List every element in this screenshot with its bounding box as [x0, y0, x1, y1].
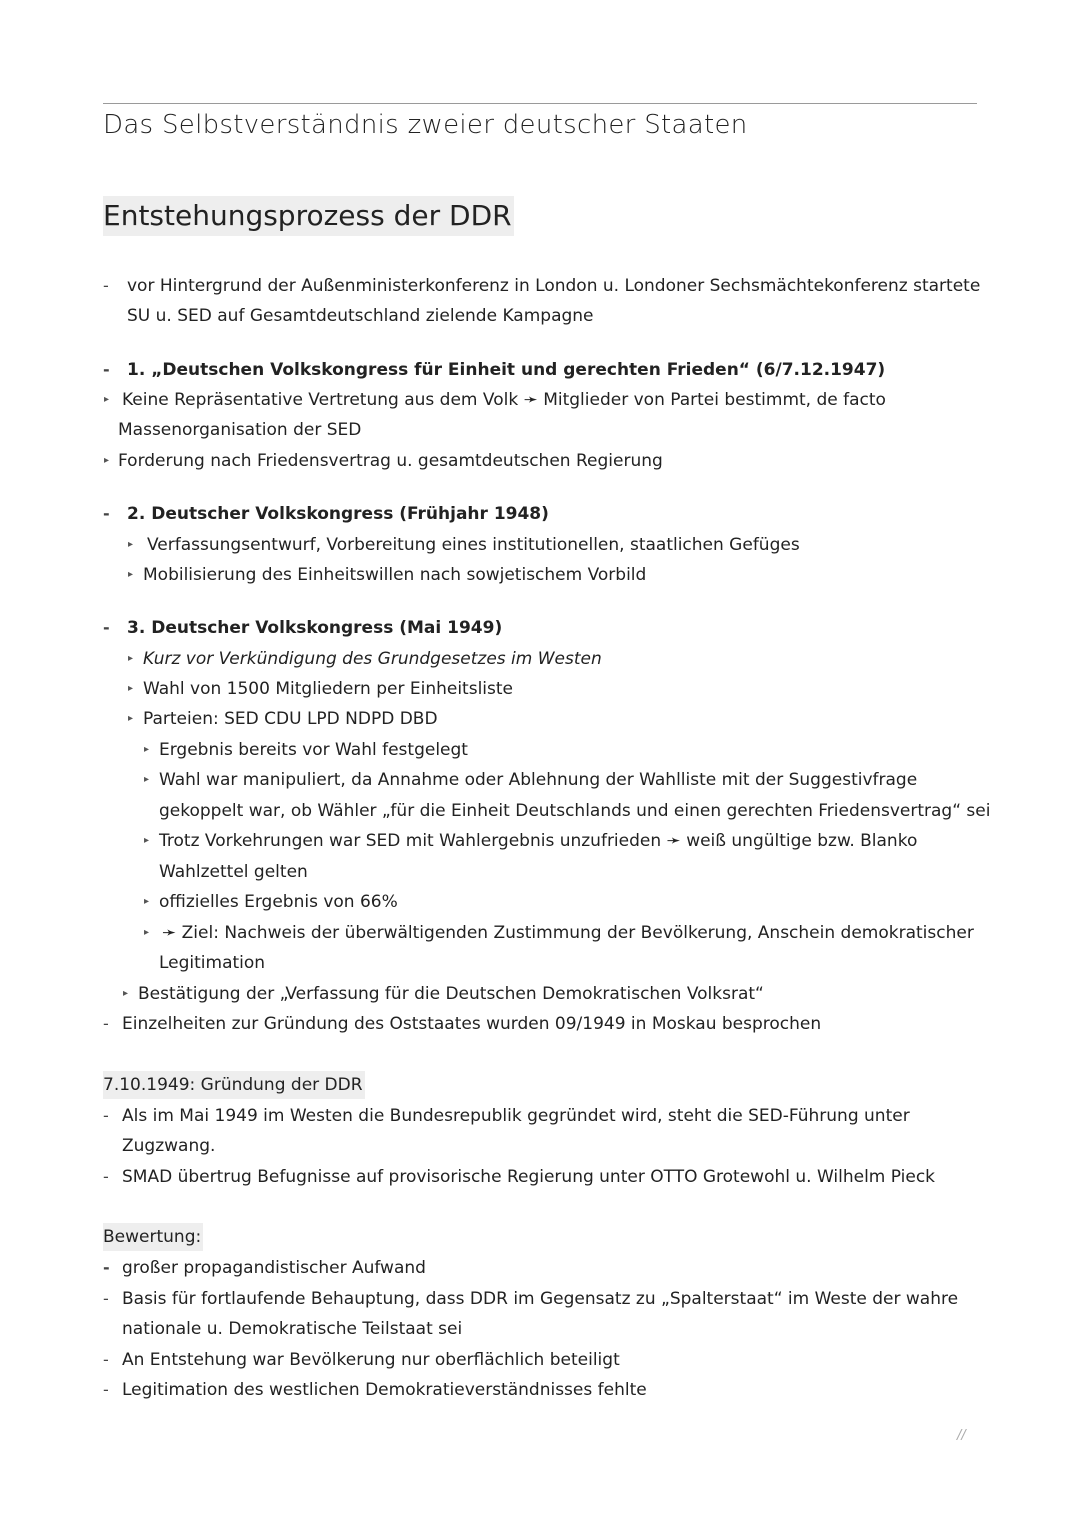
list-item: Keine Repräsentative Vertretung aus dem Volk ➛ Mitglieder von Partei bestimmt, de facto — [122, 390, 886, 410]
bullet-marker: ▸ — [104, 455, 110, 466]
dash-marker: - — [103, 1014, 109, 1033]
congress2-heading: 2. Deutscher Volkskongress (Frühjahr 1948) — [127, 504, 549, 524]
bullet-marker: ▸ — [128, 569, 134, 580]
congress1-heading: 1. „Deutschen Volkskongress für Einheit und gerechten Frieden“ (6/7.12.1947) — [127, 360, 886, 380]
top-divider — [103, 103, 977, 104]
sub-list-item-continued: Wahlzettel gelten — [159, 862, 308, 882]
list-item: Als im Mai 1949 im Westen die Bundesrepublik gegründet wird, steht die SED-Führung unter — [122, 1106, 910, 1126]
founding-heading: 7.10.1949: Gründung der DDR — [103, 1071, 365, 1099]
sub-list-item-continued: Legitimation — [159, 953, 266, 973]
bullet-marker: ▸ — [144, 927, 150, 938]
bullet-marker: ▸ — [144, 774, 150, 785]
list-item: Forderung nach Friedensvertrag u. gesamtdeutschen Regierung — [118, 451, 663, 471]
evaluation-heading: Bewertung: — [103, 1223, 203, 1251]
list-item-continued: Zugzwang. — [122, 1136, 216, 1156]
intro-line: vor Hintergrund der Außenministerkonferenz in London u. Londoner Sechsmächtekonferenz startete — [127, 276, 981, 296]
dash-marker: - — [103, 1258, 110, 1277]
list-item: Wahl von 1500 Mitgliedern per Einheitsliste — [143, 679, 514, 699]
dash-marker: - — [103, 504, 110, 523]
list-item: An Entstehung war Bevölkerung nur oberflächlich beteiligt — [122, 1350, 620, 1370]
bullet-marker: ▸ — [128, 653, 134, 664]
dash-marker: - — [103, 360, 110, 379]
list-item: Legitimation des westlichen Demokratieverständnisses fehlte — [122, 1380, 647, 1400]
list-item: Einzelheiten zur Gründung des Oststaates wurden 09/1949 in Moskau besprochen — [122, 1014, 822, 1034]
list-item: Kurz vor Verkündigung des Grundgesetzes im Westen — [143, 649, 602, 669]
sub-list-item: offizielles Ergebnis von 66% — [159, 892, 398, 912]
dash-marker: - — [103, 1289, 109, 1308]
bullet-marker: ▸ — [128, 713, 134, 724]
dash-marker: - — [103, 1350, 109, 1369]
intro-line: SU u. SED auf Gesamtdeutschland zielende Kampagne — [127, 306, 594, 326]
congress3-heading: 3. Deutscher Volkskongress (Mai 1949) — [127, 618, 503, 638]
bullet-marker: ▸ — [104, 394, 110, 405]
list-item: Mobilisierung des Einheitswillen nach sowjetischem Vorbild — [143, 565, 647, 585]
dash-marker: - — [103, 1380, 109, 1399]
sub-list-item: Trotz Vorkehrungen war SED mit Wahlergebnis unzufrieden ➛ weiß ungültige bzw. Blanko — [159, 831, 918, 851]
dash-marker: - — [103, 1167, 109, 1186]
page-title: Das Selbstverständnis zweier deutscher Staaten — [103, 110, 748, 140]
sub-list-item: Wahl war manipuliert, da Annahme oder Ablehnung der Wahlliste mit der Suggestivfrage — [159, 770, 918, 790]
bullet-marker: ▸ — [128, 683, 134, 694]
list-item: Basis für fortlaufende Behauptung, dass DDR im Gegensatz zu „Spalterstaat“ im Weste der wahre — [122, 1289, 959, 1309]
bullet-marker: ▸ — [144, 896, 150, 907]
sub-list-item: ➛ Ziel: Nachweis der überwältigenden Zustimmung der Bevölkerung, Anschein demokratischer — [162, 923, 974, 943]
dash-marker: - — [103, 1106, 109, 1125]
list-item-continued: nationale u. Demokratische Teilstaat sei — [122, 1319, 463, 1339]
list-item-continued: Massenorganisation der SED — [118, 420, 362, 440]
dash-marker: - — [103, 618, 110, 637]
footer-mark: // — [957, 1428, 966, 1443]
section-heading: Entstehungsprozess der DDR — [103, 196, 514, 236]
bullet-marker: ▸ — [123, 988, 129, 999]
list-item: Bestätigung der „Verfassung für die Deutschen Demokratischen Volksrat“ — [138, 984, 764, 1004]
sub-list-item: Ergebnis bereits vor Wahl festgelegt — [159, 740, 468, 760]
bullet-marker: ▸ — [144, 835, 150, 846]
list-item: SMAD übertrug Befugnisse auf provisorische Regierung unter OTTO Grotewohl u. Wilhelm Pieck — [122, 1167, 936, 1187]
bullet-marker: ▸ — [128, 539, 134, 550]
list-item: Parteien: SED CDU LPD NDPD DBD — [143, 709, 438, 729]
list-item: großer propagandistischer Aufwand — [122, 1258, 426, 1278]
dash-marker: - — [103, 276, 109, 295]
sub-list-item-continued: gekoppelt war, ob Wähler „für die Einheit Deutschlands und einen gerechten Friedensvertrag“ sei — [159, 801, 991, 821]
list-item: Verfassungsentwurf, Vorbereitung eines institutionellen, staatlichen Gefüges — [147, 535, 800, 555]
bullet-marker: ▸ — [144, 744, 150, 755]
